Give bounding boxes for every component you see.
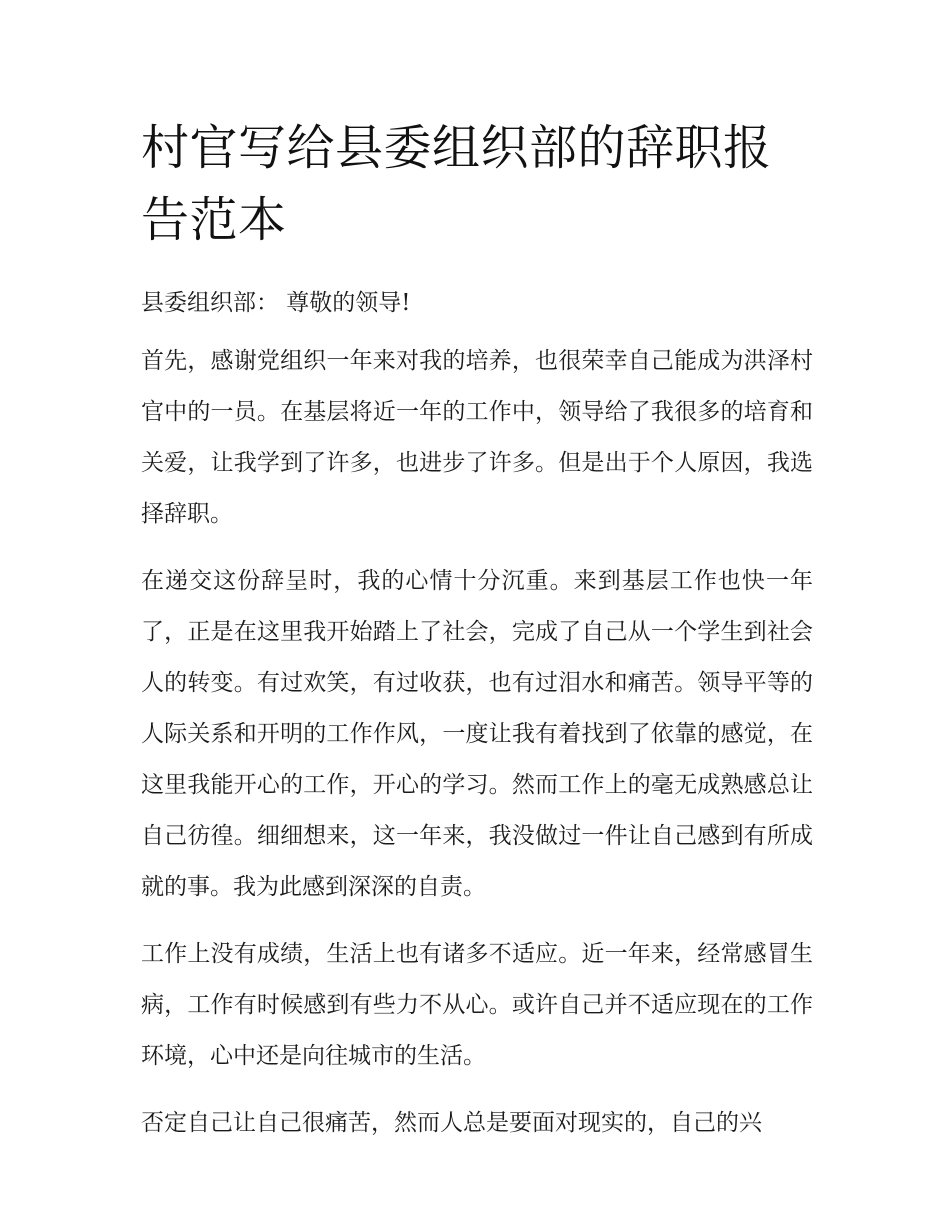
paragraph-gratitude: 首先，感谢党组织一年来对我的培养，也很荣幸自己能成为洪泽村官中的一员。在基层将近一年的工作中，领导给了我很多的培育和关爱，让我学到了许多，也进步了许多。但是出于个人原因，我选择辞职。 [141,348,813,527]
paragraph-reflection: 在递交这份辞呈时，我的心情十分沉重。来到基层工作也快一年了，正是在这里我开始踏上了社会，完成了自己从一个学生到社会人的转变。有过欢笑，有过收获，也有过泪水和痛苦。领导平等的人际关系和开明的工作作风，一度让我有着找到了依靠的感觉，在这里我能开心的工作，开心的学习。然而工作上的毫无成熟感总让自己彷徨。细细想来，这一年来，我没做过一件让自己感到有所成就的事。我为此感到深深的自责。 [141,568,813,900]
paragraph-continuation: 否定自己让自己很痛苦，然而人总是要面对现实的，自己的兴 [141,1110,762,1136]
salutation: 县委组织部： 尊敬的领导! [141,290,411,316]
document-title: 村官写给县委组织部的辞职报告范本 [141,120,772,248]
paragraph-difficulties: 工作上没有成绩，生活上也有诸多不适应。近一年来，经常感冒生病，工作有时候感到有些力不从心。或许自己并不适应现在的工作环境，心中还是向往城市的生活。 [141,941,813,1069]
document-body [141,112,813,1149]
